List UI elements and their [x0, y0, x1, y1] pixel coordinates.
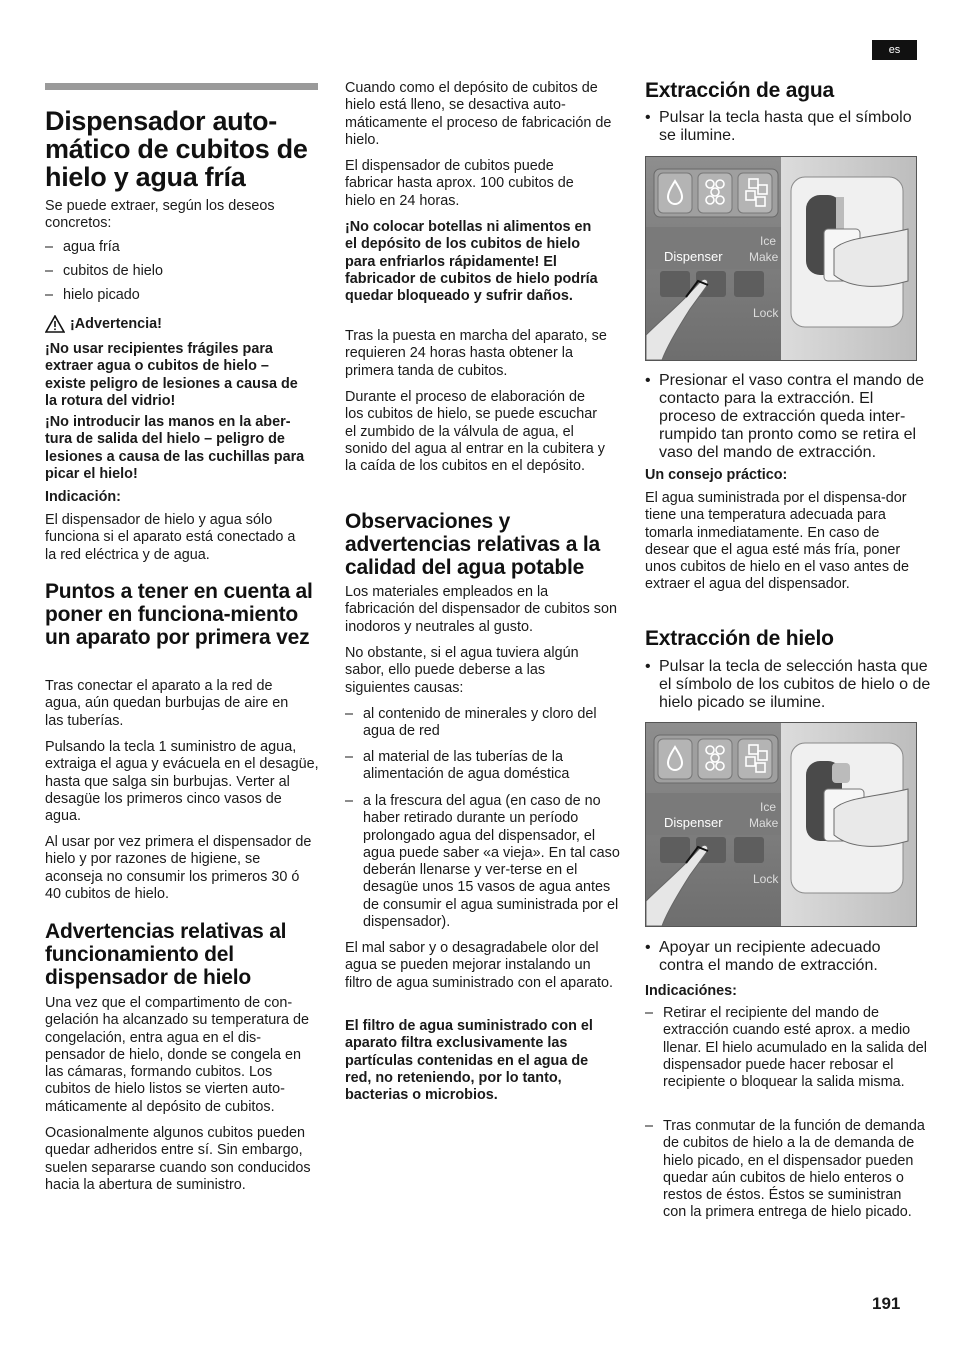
paragraph: Cuando como el depósito de cubitos de hielo está lleno, se desactiva auto-máticamente el proceso de fabricación de hielo. — [345, 80, 612, 148]
paragraph: Al usar por vez primera el dispensador de hielo y por razones de higiene, se aconseja no consumir los primeros 30 ó 40 cubitos de hielo. — [45, 834, 312, 902]
paragraph: El dispensador de cubitos puede fabricar hasta aprox. 100 cubitos de hielo en 24 horas. — [345, 158, 574, 209]
heading-extraccion-agua: Extracción de agua — [645, 79, 834, 102]
language-badge: es — [872, 40, 917, 60]
paragraph: Durante el proceso de elaboración de los cubitos de hielo, se puede escuchar el zumbido de la válvula de agua, el sonido del agua al entrar en la cubitera y la caída de los cubitos en el depósito. — [345, 389, 606, 475]
list-item: – al contenido de minerales y cloro del agua de red — [345, 706, 597, 740]
maker-label: Make — [749, 250, 779, 264]
bold-note: El filtro de agua suministrado con el aparato filtra exclusivamente las partículas contenidas en el agua de red, no reteniendo, por lo tanto, bacterias o microbios. — [345, 1018, 593, 1104]
ice-dispenser-photo — [645, 722, 917, 927]
heading-puntos: Puntos a tener en cuenta al poner en funciona-miento un aparato por primera vez — [45, 580, 313, 649]
warning-icon — [45, 315, 65, 333]
maker-label: Make — [749, 816, 779, 830]
paragraph: El mal sabor y o desagradabele olor del agua se pueden mejorar instalando un filtro de agua suministrado con el aparato. — [345, 940, 613, 991]
dispenser-label: Dispenser — [664, 249, 723, 264]
paragraph: Ocasionalmente algunos cubitos pueden quedar adheridos entre sí. Sin embargo, suelen separarse cuando son conducidos hacia la abertura de suministro. — [45, 1125, 311, 1193]
bullet-item: • Pulsar la tecla hasta que el símbolo se ilumine. — [645, 109, 912, 144]
bullet-item: • Pulsar la tecla de selección hasta que el símbolo de los cubitos de hielo o de hielo picado se ilumine. — [645, 658, 931, 711]
paragraph: Tras conectar el aparato a la red de agua, aún quedan burbujas de aire en las tuberías. — [45, 678, 289, 729]
lock-label: Lock — [753, 872, 779, 886]
warning-text-2: ¡No introducir las manos en la aber-tura de salida del hielo – peligro de lesiones a causa de las cuchillas para picar el hielo! — [45, 414, 305, 482]
bold-warning: ¡No colocar botellas ni alimentos en el depósito de los cubitos de hielo para enfriarlos rápidamente! El fabricador de cubitos de hielo podría quedar bloqueado y sufrir daños. — [345, 219, 598, 305]
tip-label: Un consejo práctico: — [645, 467, 788, 483]
bullet-item: • Apoyar un recipiente adecuado contra el mando de extracción. — [645, 939, 881, 974]
heading-extraccion-hielo: Extracción de hielo — [645, 627, 834, 650]
intro-text: Se puede extraer, según los deseos concretos: — [45, 198, 275, 232]
ice-label: Ice — [760, 800, 777, 814]
ice-dispenser-illustration — [646, 723, 916, 926]
list-item: – agua fría — [45, 239, 120, 255]
paragraph: Una vez que el compartimento de con-gelación ha alcanzado su temperatura de congelación, entra agua en el dis-pensador de hielo, donde se congela en las cámaras, formando cubitos. Los cubitos de hielo listos se vierten auto-máticamente al depósito de cubitos. — [45, 995, 310, 1115]
water-dispenser-photo — [645, 156, 917, 361]
list-item: – Tras conmutar de la función de demanda de cubitos de hielo a la de demanda de hielo picado, en el dispensador pueden quedar aún cubitos de hielo enteros o restos de éstos. Éstos se suministran con la primera entrega de hielo picado. — [645, 1118, 925, 1221]
list-item: – al material de las tuberías de la alimentación de agua doméstica — [345, 749, 570, 783]
paragraph: No obstante, si el agua tuviera algún sabor, ello puede deberse a las siguientes causas: — [345, 645, 579, 696]
list-item: – a la frescura del agua (en caso de no haber retirado durante un período prolongado agua del dispensador, el agua puede saber «a vieja». En tal caso deberán llenarse y ver-terse en el desagüe unos 15 vasos de agua antes de consumir el agua suministrada por el dispensador). — [345, 793, 620, 931]
warning-heading: ¡Advertencia! — [45, 315, 162, 333]
list-item: – hielo picado — [45, 287, 140, 303]
note-label: Indicación: — [45, 489, 121, 505]
lock-label: Lock — [753, 306, 779, 320]
page-number: 191 — [872, 1294, 901, 1313]
list-item: – cubitos de hielo — [45, 263, 164, 279]
note-text: El dispensador de hielo y agua sólo funciona si el aparato está conectado a la red eléctrica y de agua. — [45, 512, 296, 563]
heading-observaciones: Observaciones y advertencias relativas a la calidad del agua potable — [345, 510, 600, 579]
paragraph: Los materiales empleados en la fabricación del dispensador de cubitos son inodoros y neutrales al gusto. — [345, 584, 617, 635]
title-rule — [45, 83, 318, 90]
bullet-item: • Presionar el vaso contra el mando de contacto para la extracción. El proceso de extracción queda inter-rumpido tan pronto como se retira el vaso del mando de extracción. — [645, 372, 925, 461]
paragraph: Tras la puesta en marcha del aparato, se requieren 24 horas hasta obtener la primera tanda de cubitos. — [345, 328, 607, 379]
dispenser-label: Dispenser — [664, 815, 723, 830]
notes-label: Indicaciónes: — [645, 983, 737, 999]
list-item: – Retirar el recipiente del mando de extracción cuando esté aprox. a medio llenar. El hielo acumulado en la salida del dispensador puede hacer rebosar el recipiente o bloquear la salida misma. — [645, 1005, 927, 1091]
water-dispenser-illustration — [646, 157, 916, 360]
warning-text-1: ¡No usar recipientes frágiles para extraer agua o cubitos de hielo – existe peligro de lesiones a causa de la rotura del vidrio! — [45, 341, 298, 409]
tip-text: El agua suministrada por el dispensa-dor tiene una temperatura adecuada para tomarla inmediatamente. En caso de desear que el agua esté más fría, poner unos cubitos de hielo en el vaso antes de extraer el agua del dispensador. — [645, 490, 910, 593]
page-title: Dispensador auto- mático de cubitos de hielo y agua fría — [45, 106, 308, 192]
heading-advertencias: Advertencias relativas al funcionamiento del dispensador de hielo — [45, 920, 287, 989]
paragraph: Pulsando la tecla 1 suministro de agua, extraiga el agua y evácuela en el desagüe, hasta que salga sin burbujas. Verter al desagüe los primeros cinco vasos de agua. — [45, 739, 319, 825]
ice-label: Ice — [760, 234, 777, 248]
